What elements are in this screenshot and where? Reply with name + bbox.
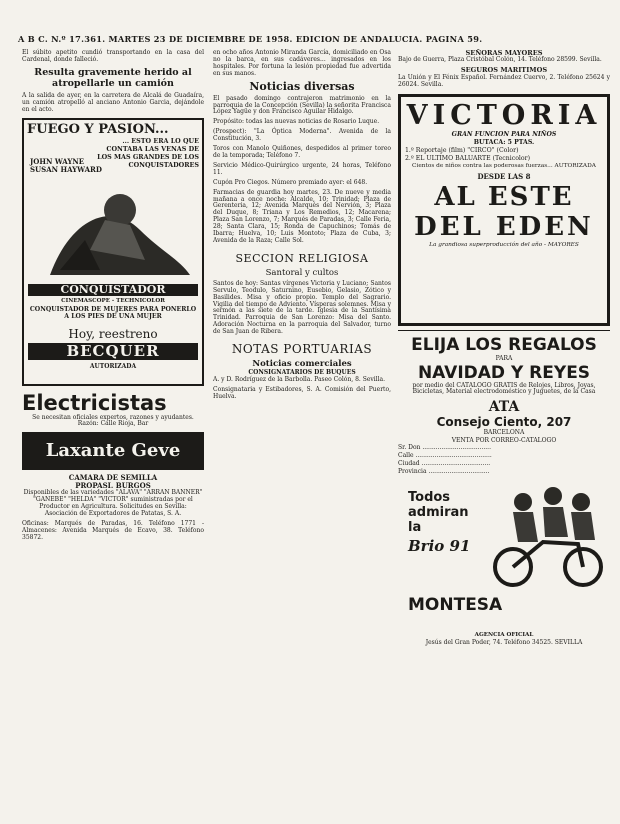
electricistas-title: Electricistas [22,390,167,415]
regalos-form [398,444,610,476]
regalos-brand: ATA [488,399,520,416]
regalos-text: por medio del CATALOGO GRATIS de Relojes, Libros, Joyas, Bicicletas, Material electrodoméstico y Juguetes, de la Casa [412,381,596,396]
column-1 [22,50,204,545]
electricistas-text: Se necesitan oficiales expertos, razones y ayudantes. Razón: Calle Rioja, Bar [32,413,194,428]
victoria-item1: 1.º Reportaje (film) "CIRCO" (Color) [405,146,519,154]
camara-subtitle: PROPASI. BURGOS [75,481,151,491]
column-3 [398,50,610,647]
religiosa-title: SECCION RELIGIOSA [235,251,369,265]
col3-top-title: SEÑORAS MAYORES [465,49,543,57]
montesa-addr: Jesús del Gran Poder, 74. Teléfono 34525. SEVILLA [425,639,583,647]
montesa-l1: Todos [408,490,451,506]
regalos-sale: VENTA POR CORREO-CATALOGO [451,436,557,444]
camara-office: Oficinas: Marqués de Paradas, 16. Teléfono 1771 - Almacenes: Avenida Marqués de Ecavo, 38. Teléfono 35872. [22,519,204,541]
montesa-brand: MONTESA [408,595,503,616]
noticia-6: Farmacias de guardia hoy martes, 23. De nueve y media mañana a once noche: Alcalde, 10; Trinidad; Plaza de Gerenteria, 12; Avenida Marqués del Nervión, 3; Plaza del Duque, 8; Triana y Los Remedios, 12; Macarena; Plaza San Lorenzo, 7; Marqués de Paradas, 3; Calle Feria, 28; Santa Clara, 15; Ronda de Capuchinos; Tomás de Ibarra; Huelva, 10; Luis Montoto; Plaza de Cuba, 3; Avenida de la Raza; Calle Sol. [213,188,391,244]
conquistador-ad [22,118,204,386]
victoria-ad [398,94,610,326]
ad-lines: ... ESTO ERA LO QUE CONTABA LAS VENAS DE LOS MAS GRANDES DE LOS CONQUISTADORES [97,136,199,169]
santoral-text: Santos de hoy: Santas vírgenes Victoria y Luciano; Santos Servulo, Teodulo, Saturnino, Eusebio, Gelasio, Zótico y Basilides. Misa y oficio propio. Templo del Sagrario. Vigilia del tiempo de Adviento. Vísperas solemnes. Misa y sermón a las siete de la tarde. Iglesia de la Santísima Trinidad. Parroquia de San Lorenzo: Misa del Santo. Adoración Nocturna en la parroquia del Salvador, turno de San Juan de Ribera. [213,279,391,336]
camara-title: CAMARA DE SEMILLA [68,473,158,483]
victoria-price: BUTACA: 5 PTAS. [473,138,535,146]
page-header: A B C. N.º 17.361. MARTES 23 DE DICIEMBRE DE 1958. EDICION DE ANDALUCIA. PAGINA 59. [18,34,483,44]
regalos-line2: NAVIDAD Y REYES [417,362,591,383]
montesa-l3: la [408,520,422,536]
seguros-text: La Unión y El Fénix Español. Fernández Cuervo, 2. Teléfono 25624 y 26024. Sevilla. [398,73,610,88]
victoria-film1: AL ESTE [434,181,574,212]
col2-intro: en ocho años Antonio Miranda García, domiciliado en Osa no la barca, en sus cadáveres... ingresados en los hospitales. Por fortuna la lesión propiedad fue advertida en sus manos. [213,49,391,77]
noticias-title: Noticias diversas [249,79,355,93]
ad-title: FUEGO Y PASION... [27,121,169,137]
regalos-para: PARA [495,354,513,362]
actor-2: SUSAN HAYWARD [30,164,102,174]
regalos-city: BARCELONA [483,429,525,437]
victoria-sub: GRAN FUNCION PARA NIÑOS [451,130,557,138]
seguros-title: SEGUROS MARITIMOS [460,66,548,75]
noticia-0: El pasado domingo contrajeron matrimonio en la parroquia de la Concepción (Sevilla) la señorita Francisca López Yagüe y don Francisco Aguilar Hidalgo. [213,94,391,116]
noticia-5: Cupón Pro Ciegos. Número premiado ayer: el 648. [213,178,368,186]
ad-today: Hoy, reestreno [68,326,158,341]
col1-body: A la salida de ayer, en la carretera de Alcalá de Guadaíra, un camión atropelló al anciano Antonio Garcia, dejándole en el acto. [22,91,204,113]
ad-rating: AUTORIZADA [89,362,137,370]
motorbike-illustration [483,482,608,592]
col1-headline: Resulta gravemente herido al atropellarle un camión [34,66,192,89]
regalos-line1: ELIJA LOS REGALOS [411,334,597,355]
col1-intro: El súbito apetito cundió transportando en la casa del Cardenal, donde falleció. [22,49,204,63]
victoria-title: VICTORIA [406,99,602,131]
victoria-note: Cientos de niños contra las poderosas fuerzas... AUTORIZADA [412,162,596,169]
victoria-desde: DESDE LAS 8 [477,171,531,181]
noticia-1: Propósito: todas las nuevas noticias de Rosario Luque. [213,118,380,126]
comercial-0: A. y D. Rodríguez de la Barbolla. Paseo Colón, 8. Sevilla. [213,376,386,384]
comerciales-sub: CONSIGNATARIOS DE BUQUES [248,369,356,377]
form-line-3: Ciudad .................................... [398,460,491,468]
form-line-2: Calle ........................................ [398,452,492,460]
laxante-ad: Laxante Geve [22,432,204,470]
form-line-1: Sr. Don .................................... [398,444,491,452]
column-2 [213,50,391,404]
actor-1: JOHN WAYNE [30,156,85,166]
ad-subtitle: CINEMASCOPE - TECHNICOLOR [61,297,165,304]
ad-tagline: CONQUISTADOR DE MUJERES PARA PONERLO A LOS PIES DE UNA MUJER [29,305,197,320]
victoria-footer: La grandiosa superproducción del año - MAYORES [429,241,579,248]
noticia-4: Servicio Médico-Quirúrgico urgente, 24 horas, Teléfono 11. [213,161,391,176]
noticia-3: Toros con Manolo Quiñones, despedidos al primer toreo de la temporada; Teléfono 7. [213,145,391,159]
form-line-4: Provincia ................................ [398,468,490,476]
victoria-film2: DEL EDEN [414,211,594,242]
comercial-1: Consignataria y Estibadores, S. A. Comisión del Puerto, Huelva. [213,386,391,400]
ad-illustration [30,180,196,280]
col3-top-text: Bajo de Guerra, Plaza Cristóbal Colón, 14. Teléfono 28599. Sevilla. [398,56,602,64]
montesa-model: Brio 91 [408,537,471,556]
noticia-2: (Prospect): "La Óptica Moderna". Avenida de la Constitución, 3. [213,128,391,143]
ad-actors [30,158,102,174]
portuarias-title: NOTAS PORTUARIAS [231,342,373,357]
comerciales-title: Noticias comerciales [252,359,352,370]
camara-text: Disponibles de las variedades "ALAVA" "ARRAN BANNER" "GANEBE" "HELDA" "VICTOR" suministradas por el Productor en Agricultura. Solicitudes en Sevilla: Asociación de Exportadores de Patatas, S. A. [23,489,203,518]
ad-cinema: BECQUER [28,343,198,360]
victoria-item2: 2.º EL ULTIMO BALUARTE (Tecnicolor) [405,154,530,162]
regalos-address: Consejo Ciento, 207 [436,415,572,430]
montesa-ad [398,482,610,632]
ad-film: CONQUISTADOR [28,284,198,296]
montesa-l2: admiran [408,505,469,521]
montesa-agency: AGENCIA OFICIAL [474,632,534,639]
santoral-title: Santoral y cultos [265,267,339,278]
